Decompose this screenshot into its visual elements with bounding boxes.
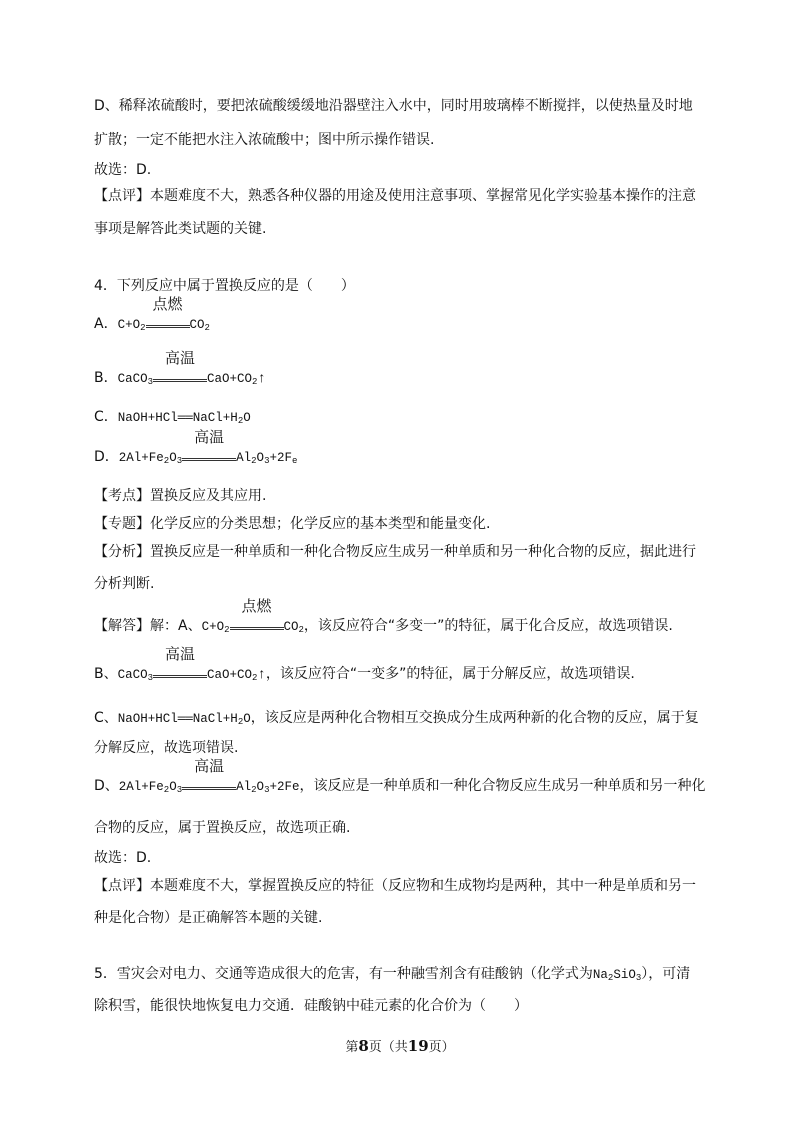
subscript: 3 bbox=[176, 456, 183, 466]
text: ），可清 bbox=[641, 966, 691, 982]
formula: C+O bbox=[117, 318, 141, 332]
subscript: 2 bbox=[251, 456, 257, 466]
subscript: 2 bbox=[140, 323, 146, 333]
subscript: 2 bbox=[607, 973, 614, 983]
text-line: 【分析】置换反应是一种单质和一种化合物反应生成另一种单质和另一种化合物的反应，据此进行 bbox=[94, 544, 696, 560]
subscript: 2 bbox=[204, 323, 210, 333]
reaction-equals bbox=[182, 759, 236, 790]
text-line: 故选：D. bbox=[94, 162, 152, 178]
option-a bbox=[94, 297, 210, 338]
text: ，该反应是一种单质和一种化合物反应生成另一种单质和另一种化 bbox=[299, 778, 706, 794]
option-d bbox=[94, 430, 298, 471]
text: ，该反应符合“一变多”的特征，属于分解反应，故选项错误. bbox=[265, 666, 635, 682]
formula: O bbox=[243, 712, 251, 726]
up-arrow-icon: ↑ bbox=[257, 371, 266, 387]
subscript: 2 bbox=[224, 625, 230, 635]
footer-text: 第 bbox=[345, 1040, 359, 1055]
subscript: 3 bbox=[264, 785, 270, 795]
formula: O bbox=[256, 451, 265, 465]
subscript: 3 bbox=[264, 456, 270, 466]
subscript: 2 bbox=[251, 785, 257, 795]
formula: Na bbox=[592, 968, 608, 982]
formula: Al bbox=[236, 780, 252, 794]
subscript: 2 bbox=[252, 377, 258, 387]
text-line: 分解反应，故选项错误. bbox=[94, 740, 239, 756]
text: ，该反应是两种化合物相互交换成分生成两种新的化合物的反应，属于复 bbox=[250, 710, 699, 726]
solution-a bbox=[94, 599, 673, 640]
formula: CO bbox=[189, 318, 205, 332]
question-5 bbox=[94, 964, 690, 988]
text: C、 bbox=[94, 710, 118, 726]
formula: 2Al+Fe bbox=[118, 451, 164, 465]
footer-text: 页（共 bbox=[368, 1040, 408, 1055]
option-label: C． bbox=[94, 409, 118, 425]
formula: O bbox=[169, 451, 177, 465]
formula: NaOH+HCl══NaCl+H bbox=[117, 411, 238, 425]
formula: +2Fe bbox=[269, 780, 300, 794]
reaction-condition: 高温 bbox=[165, 647, 196, 664]
reaction-equals bbox=[146, 297, 190, 328]
option-label: B． bbox=[94, 370, 118, 386]
reaction-condition: 高温 bbox=[194, 430, 225, 447]
page-total: 19 bbox=[407, 1037, 429, 1055]
reaction-equals bbox=[153, 647, 207, 678]
subscript: 2 bbox=[237, 416, 244, 426]
text: B、 bbox=[94, 666, 118, 682]
subscript: 3 bbox=[147, 377, 154, 387]
formula: O bbox=[256, 780, 265, 794]
text: ，该反应符合“多变一”的特征，属于化合反应，故选项错误. bbox=[303, 618, 673, 634]
subscript: 3 bbox=[147, 673, 154, 683]
solution-c bbox=[94, 708, 699, 732]
formula: SiO bbox=[613, 968, 636, 982]
formula: CaO+CO bbox=[207, 668, 253, 682]
text: 5．雪灾会对电力、交通等造成很大的危害，有一种融雪剂含有硅酸钠（化学式为 bbox=[94, 966, 593, 982]
subscript: 2 bbox=[298, 625, 304, 635]
option-c bbox=[94, 407, 251, 431]
subscript: 2 bbox=[163, 785, 170, 795]
formula: NaOH+HCl══NaCl+H bbox=[117, 712, 238, 726]
text-line: 【点评】本题难度不大，熟悉各种仪器的用途及使用注意事项、掌握常见化学实验基本操作的注意 bbox=[94, 188, 696, 204]
text-line: D、稀释浓硫酸时，要把浓硫酸缓缓地沿器壁注入水中，同时用玻璃棒不断搅拌，以使热量及时地 bbox=[94, 98, 693, 114]
formula: 2Al+Fe bbox=[118, 780, 164, 794]
reaction-condition: 高温 bbox=[194, 759, 225, 776]
formula: Al bbox=[236, 451, 252, 465]
text-line: 故选：D. bbox=[94, 850, 152, 866]
subscript: 3 bbox=[635, 973, 642, 983]
text: 【解答】解：A、 bbox=[94, 618, 202, 634]
reaction-equals bbox=[182, 430, 236, 461]
subscript: e bbox=[291, 456, 298, 466]
text-line: 【考点】置换反应及其应用. bbox=[94, 488, 267, 504]
formula: CaCO bbox=[117, 372, 148, 386]
reaction-equals bbox=[230, 599, 284, 630]
reaction-condition: 高温 bbox=[165, 351, 196, 368]
footer-text: 页） bbox=[428, 1040, 455, 1055]
reaction-condition: 点燃 bbox=[241, 599, 272, 616]
question-4: 4．下列反应中属于置换反应的是（ ） bbox=[94, 278, 355, 294]
reaction-equals bbox=[153, 351, 207, 382]
subscript: 2 bbox=[237, 717, 244, 727]
formula: CaCO bbox=[117, 668, 148, 682]
option-b bbox=[94, 351, 266, 392]
text-line: 种是化合物）是正确解答本题的关键. bbox=[94, 910, 323, 926]
solution-d bbox=[94, 759, 706, 800]
text-line: 事项是解答此类试题的关键. bbox=[94, 221, 267, 237]
formula: O bbox=[243, 411, 251, 425]
formula: CaO+CO bbox=[207, 372, 253, 386]
formula: C+O bbox=[201, 620, 225, 634]
page-footer bbox=[0, 1036, 800, 1055]
option-label: D． bbox=[94, 449, 119, 465]
subscript: 3 bbox=[176, 785, 183, 795]
page-number: 8 bbox=[358, 1037, 369, 1055]
up-arrow-icon: ↑ bbox=[257, 667, 266, 683]
formula: O bbox=[169, 780, 177, 794]
reaction-condition: 点燃 bbox=[152, 297, 183, 314]
text-line: 合物的反应，属于置换反应，故选项正确. bbox=[94, 820, 351, 836]
formula: +2F bbox=[269, 451, 292, 465]
option-label: A． bbox=[94, 316, 118, 332]
subscript: 2 bbox=[252, 673, 258, 683]
text-line: 扩散；一定不能把水注入浓硫酸中；图中所示操作错误. bbox=[94, 132, 435, 148]
formula: CO bbox=[283, 620, 299, 634]
text-line: 分析判断. bbox=[94, 576, 155, 592]
text: D、 bbox=[94, 778, 119, 794]
text-line: 【专题】化学反应的分类思想；化学反应的基本类型和能量变化. bbox=[94, 516, 491, 532]
solution-b bbox=[94, 647, 635, 688]
text-line: 【点评】本题难度不大，掌握置换反应的特征（反应物和生成物均是两种，其中一种是单质和另一 bbox=[94, 878, 696, 894]
text-line: 除积雪，能很快地恢复电力交通．硅酸钠中硅元素的化合价为（ ） bbox=[94, 998, 528, 1014]
subscript: 2 bbox=[163, 456, 170, 466]
